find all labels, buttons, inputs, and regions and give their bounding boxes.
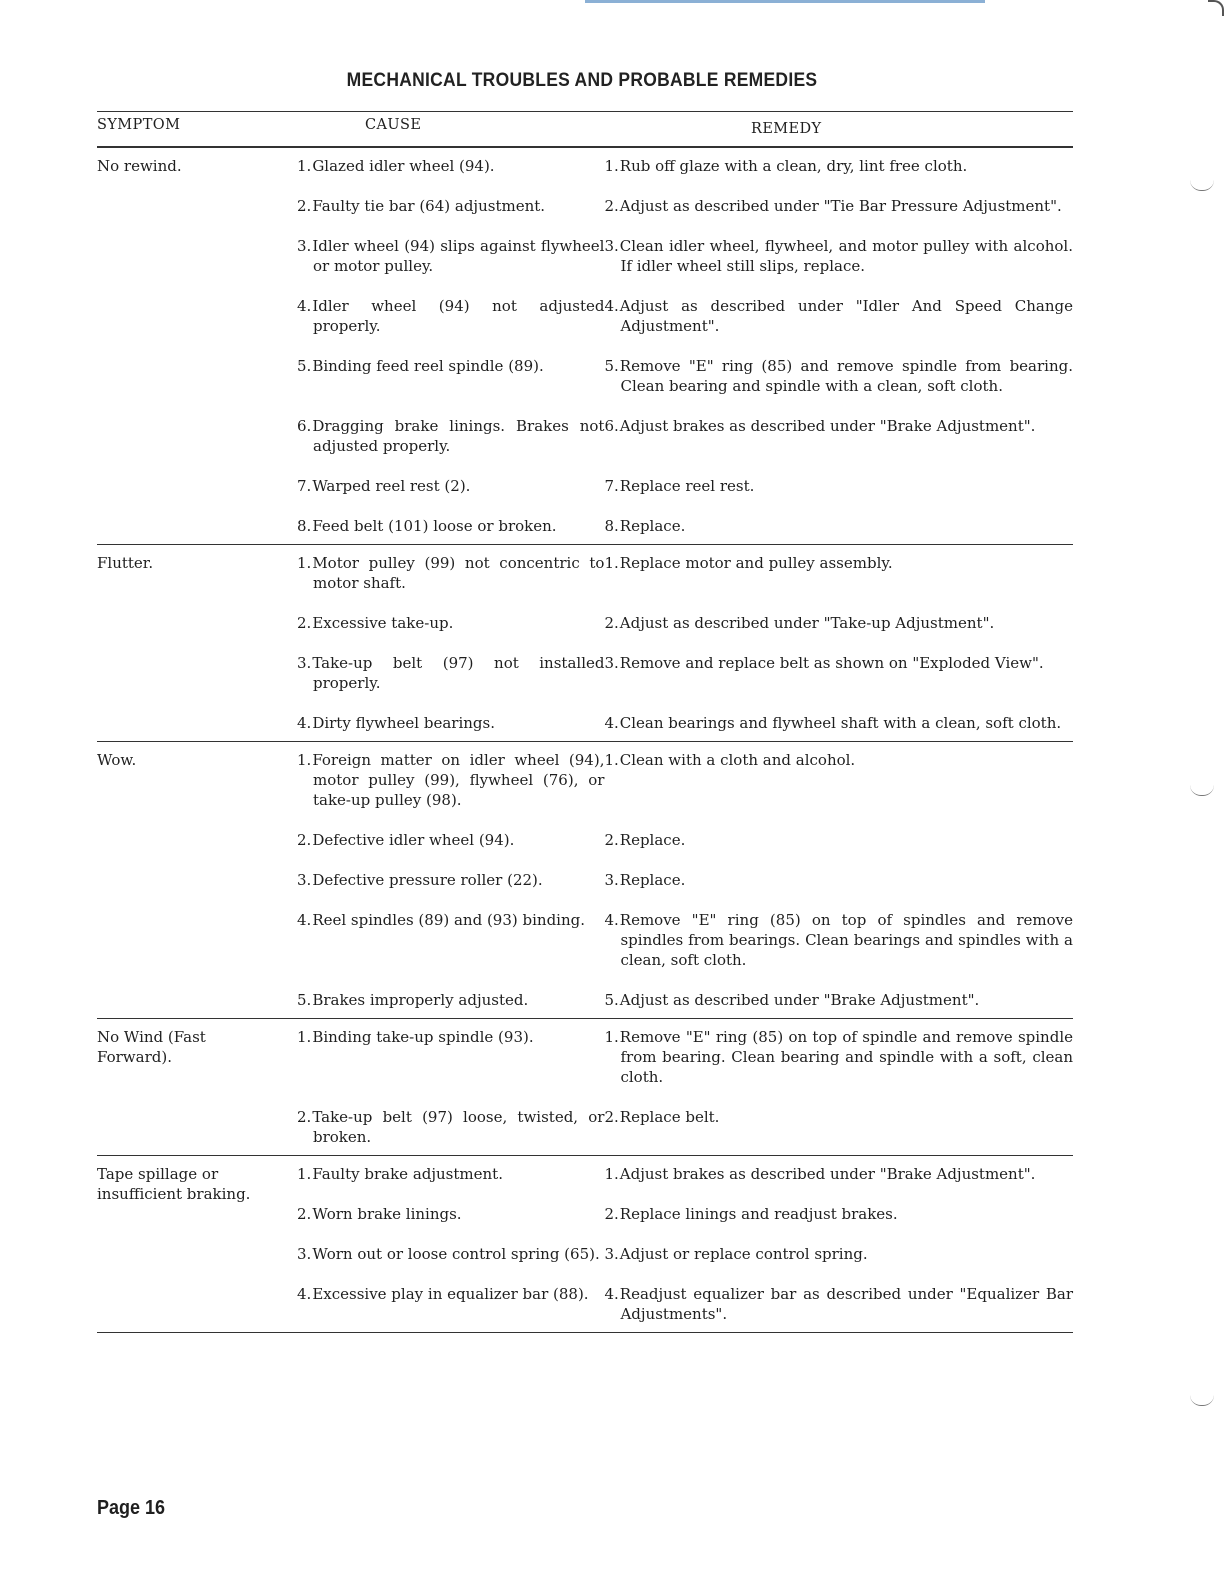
table-row [297, 830, 1073, 850]
item-number: 1. [604, 1028, 619, 1046]
remedy-text: Adjust as described under "Idler And Speed Change Adjustment". [619, 297, 1073, 335]
cause-remedy-list [297, 742, 1073, 1018]
cause-text: Warped reel rest (2). [312, 477, 471, 495]
item-number: 7. [604, 477, 619, 495]
remedy-text: Remove "E" ring (85) on top of spindles and remove spindles from bearings. Clean bearings and spindles with a clean, soft cloth. [619, 911, 1073, 969]
cause-cell [297, 830, 604, 850]
table-row [297, 236, 1073, 276]
table-row [297, 516, 1073, 536]
cause-text: Excessive play in equalizer bar (88). [312, 1285, 589, 1303]
remedy-cell [604, 830, 1073, 850]
cause-remedy-list [297, 545, 1073, 741]
remedy-cell [604, 750, 1073, 810]
cause-text: Defective pressure roller (22). [312, 871, 543, 889]
table-row [297, 1164, 1073, 1184]
cause-text: Excessive take-up. [312, 614, 454, 632]
cause-text: Binding take-up spindle (93). [312, 1028, 534, 1046]
remedy-text: Adjust brakes as described under "Brake Adjustment". [619, 417, 1036, 435]
cause-cell [297, 990, 604, 1010]
remedy-cell [604, 1164, 1073, 1184]
item-number: 2. [604, 614, 619, 632]
item-number: 4. [297, 714, 312, 732]
cause-text: Defective idler wheel (94). [312, 831, 515, 849]
cause-cell [297, 416, 604, 456]
margin-mark [1190, 1395, 1214, 1406]
table-row [297, 553, 1073, 593]
table-row [297, 156, 1073, 176]
symptom-group [97, 742, 1073, 1018]
symptom-group [97, 1156, 1073, 1332]
remedy-text: Remove and replace belt as shown on "Exploded View". [619, 654, 1044, 672]
table-body [97, 148, 1073, 1333]
table-row [297, 1284, 1073, 1324]
remedy-text: Clean bearings and flywheel shaft with a clean, soft cloth. [619, 714, 1062, 732]
remedy-text: Replace linings and readjust brakes. [619, 1205, 898, 1223]
remedy-cell [604, 553, 1073, 593]
cause-cell [297, 296, 604, 336]
symptom-group [97, 1019, 1073, 1155]
remedy-text: Readjust equalizer bar as described under "Equalizer Bar Adjustments". [619, 1285, 1073, 1323]
cause-cell [297, 476, 604, 496]
cause-cell [297, 196, 604, 216]
item-number: 4. [604, 1285, 619, 1303]
table-row [297, 613, 1073, 633]
margin-mark [1190, 785, 1214, 796]
remedy-cell [604, 613, 1073, 633]
item-number: 6. [604, 417, 619, 435]
cause-cell [297, 356, 604, 396]
troubleshooting-table [97, 111, 1073, 1333]
cause-text: Reel spindles (89) and (93) binding. [312, 911, 586, 929]
table-row [297, 1204, 1073, 1224]
cause-cell [297, 910, 604, 970]
cause-text: Faulty tie bar (64) adjustment. [312, 197, 546, 215]
table-row [297, 870, 1073, 890]
remedy-cell [604, 910, 1073, 970]
cause-cell [297, 1244, 604, 1264]
remedy-text: Adjust as described under "Take-up Adjustment". [619, 614, 995, 632]
item-number: 4. [297, 1285, 312, 1303]
cause-cell [297, 613, 604, 633]
header-symptom: SYMPTOM [97, 117, 181, 133]
cause-cell [297, 516, 604, 536]
remedy-text: Replace belt. [619, 1108, 720, 1126]
item-number: 3. [297, 654, 312, 672]
item-number: 1. [297, 157, 312, 175]
remedy-text: Replace reel rest. [619, 477, 755, 495]
table-row [297, 653, 1073, 693]
item-number: 3. [604, 237, 619, 255]
item-number: 3. [604, 654, 619, 672]
table-header [97, 112, 1073, 146]
item-number: 2. [604, 197, 619, 215]
item-number: 3. [297, 237, 312, 255]
item-number: 1. [604, 1165, 619, 1183]
table-row [297, 750, 1073, 810]
cause-text: Worn out or loose control spring (65). [312, 1245, 600, 1263]
item-number: 3. [604, 1245, 619, 1263]
margin-mark [1190, 180, 1214, 191]
cause-cell [297, 1027, 604, 1087]
remedy-text: Adjust or replace control spring. [619, 1245, 868, 1263]
remedy-cell [604, 416, 1073, 456]
header-cause: CAUSE [365, 117, 422, 133]
cause-cell [297, 653, 604, 693]
item-number: 2. [297, 1108, 312, 1126]
cause-remedy-list [297, 1019, 1073, 1155]
cause-text: Glazed idler wheel (94). [312, 157, 495, 175]
table-row [297, 356, 1073, 396]
item-number: 2. [604, 831, 619, 849]
remedy-cell [604, 156, 1073, 176]
remedy-cell [604, 990, 1073, 1010]
remedy-text: Adjust brakes as described under "Brake Adjustment". [619, 1165, 1036, 1183]
table-row [297, 416, 1073, 456]
symptom-text: Tape spillage or insufficient braking. [97, 1165, 251, 1203]
cause-remedy-list [297, 1156, 1073, 1332]
remedy-cell [604, 653, 1073, 693]
cause-remedy-list [297, 148, 1073, 544]
item-number: 4. [604, 911, 619, 929]
remedy-text: Replace motor and pulley assembly. [619, 554, 893, 572]
remedy-text: Remove "E" ring (85) and remove spindle from bearing. Clean bearing and spindle with a clean, soft cloth. [619, 357, 1073, 395]
header-remedy: REMEDY [751, 121, 822, 137]
item-number: 7. [297, 477, 312, 495]
item-number: 2. [297, 197, 312, 215]
item-number: 8. [297, 517, 312, 535]
item-number: 2. [297, 1205, 312, 1223]
item-number: 4. [604, 714, 619, 732]
cause-text: Idler wheel (94) not adjusted properly. [312, 297, 605, 335]
symptom-text: No Wind (Fast Forward). [97, 1028, 206, 1066]
symptom-text: Flutter. [97, 554, 154, 572]
symptom-text: No rewind. [97, 157, 182, 175]
remedy-cell [604, 1284, 1073, 1324]
item-number: 8. [604, 517, 619, 535]
table-row [297, 476, 1073, 496]
cause-text: Faulty brake adjustment. [312, 1165, 503, 1183]
item-number: 1. [297, 1165, 312, 1183]
cause-text: Foreign matter on idler wheel (94), motor pulley (99), flywheel (76), or take-up pulley (98). [312, 751, 605, 809]
table-row [297, 1027, 1073, 1087]
cause-cell [297, 1284, 604, 1324]
cause-text: Feed belt (101) loose or broken. [312, 517, 557, 535]
cause-text: Binding feed reel spindle (89). [312, 357, 544, 375]
cause-text: Take-up belt (97) not installed properly. [312, 654, 605, 692]
remedy-cell [604, 713, 1073, 733]
cause-text: Brakes improperly adjusted. [312, 991, 529, 1009]
cause-cell [297, 750, 604, 810]
item-number: 5. [604, 991, 619, 1009]
cause-cell [297, 1164, 604, 1184]
remedy-cell [604, 516, 1073, 536]
remedy-cell [604, 1204, 1073, 1224]
cause-text: Dragging brake linings. Brakes not adjusted properly. [312, 417, 605, 455]
item-number: 1. [604, 554, 619, 572]
item-number: 2. [297, 614, 312, 632]
table-row [297, 910, 1073, 970]
table-row [297, 196, 1073, 216]
remedy-cell [604, 196, 1073, 216]
remedy-text: Adjust as described under "Tie Bar Pressure Adjustment". [619, 197, 1062, 215]
symptom-group [97, 148, 1073, 544]
cause-cell [297, 1204, 604, 1224]
cause-cell [297, 713, 604, 733]
cause-text: Take-up belt (97) loose, twisted, or broken. [312, 1108, 605, 1146]
remedy-cell [604, 236, 1073, 276]
remedy-cell [604, 476, 1073, 496]
cause-text: Worn brake linings. [312, 1205, 462, 1223]
table-row [297, 990, 1073, 1010]
item-number: 5. [297, 991, 312, 1009]
item-number: 2. [604, 1108, 619, 1126]
item-number: 5. [297, 357, 312, 375]
remedy-cell [604, 870, 1073, 890]
cause-cell [297, 1107, 604, 1147]
item-number: 4. [604, 297, 619, 315]
remedy-cell [604, 356, 1073, 396]
item-number: 5. [604, 357, 619, 375]
remedy-cell [604, 1107, 1073, 1147]
remedy-text: Clean idler wheel, flywheel, and motor pulley with alcohol. If idler wheel still slips, replace. [619, 237, 1073, 275]
item-number: 2. [604, 1205, 619, 1223]
remedy-text: Remove "E" ring (85) on top of spindle and remove spindle from bearing. Clean bearing and spindle with a soft, clean cloth. [619, 1028, 1073, 1086]
page-title: MECHANICAL TROUBLES AND PROBABLE REMEDIES [346, 70, 818, 91]
symptom-group [97, 545, 1073, 741]
cause-text: Dirty flywheel bearings. [312, 714, 495, 732]
cause-cell [297, 236, 604, 276]
symptom-text: Wow. [97, 751, 137, 769]
remedy-cell [604, 296, 1073, 336]
item-number: 2. [297, 831, 312, 849]
remedy-text: Adjust as described under "Brake Adjustment". [619, 991, 980, 1009]
cause-cell [297, 553, 604, 593]
table-row [297, 1107, 1073, 1147]
cause-text: Motor pulley (99) not concentric to motor shaft. [312, 554, 605, 592]
item-number: 1. [604, 157, 619, 175]
item-number: 3. [604, 871, 619, 889]
item-number: 3. [297, 871, 312, 889]
page-corner [1208, 0, 1224, 16]
cause-cell [297, 156, 604, 176]
item-number: 1. [604, 751, 619, 769]
table-row [297, 296, 1073, 336]
remedy-text: Replace. [619, 517, 686, 535]
remedy-text: Rub off glaze with a clean, dry, lint free cloth. [619, 157, 968, 175]
scan-edge-mark [585, 0, 985, 3]
cause-text: Idler wheel (94) slips against flywheel or motor pulley. [312, 237, 605, 275]
remedy-cell [604, 1244, 1073, 1264]
table-row [297, 713, 1073, 733]
group-rule [97, 1332, 1073, 1333]
item-number: 1. [297, 1028, 312, 1046]
item-number: 1. [297, 751, 312, 769]
remedy-cell [604, 1027, 1073, 1087]
item-number: 4. [297, 297, 312, 315]
item-number: 3. [297, 1245, 312, 1263]
remedy-text: Replace. [619, 871, 686, 889]
item-number: 1. [297, 554, 312, 572]
cause-cell [297, 870, 604, 890]
table-row [297, 1244, 1073, 1264]
page-number: Page 16 [97, 1497, 166, 1519]
item-number: 6. [297, 417, 312, 435]
remedy-text: Clean with a cloth and alcohol. [619, 751, 856, 769]
remedy-text: Replace. [619, 831, 686, 849]
item-number: 4. [297, 911, 312, 929]
